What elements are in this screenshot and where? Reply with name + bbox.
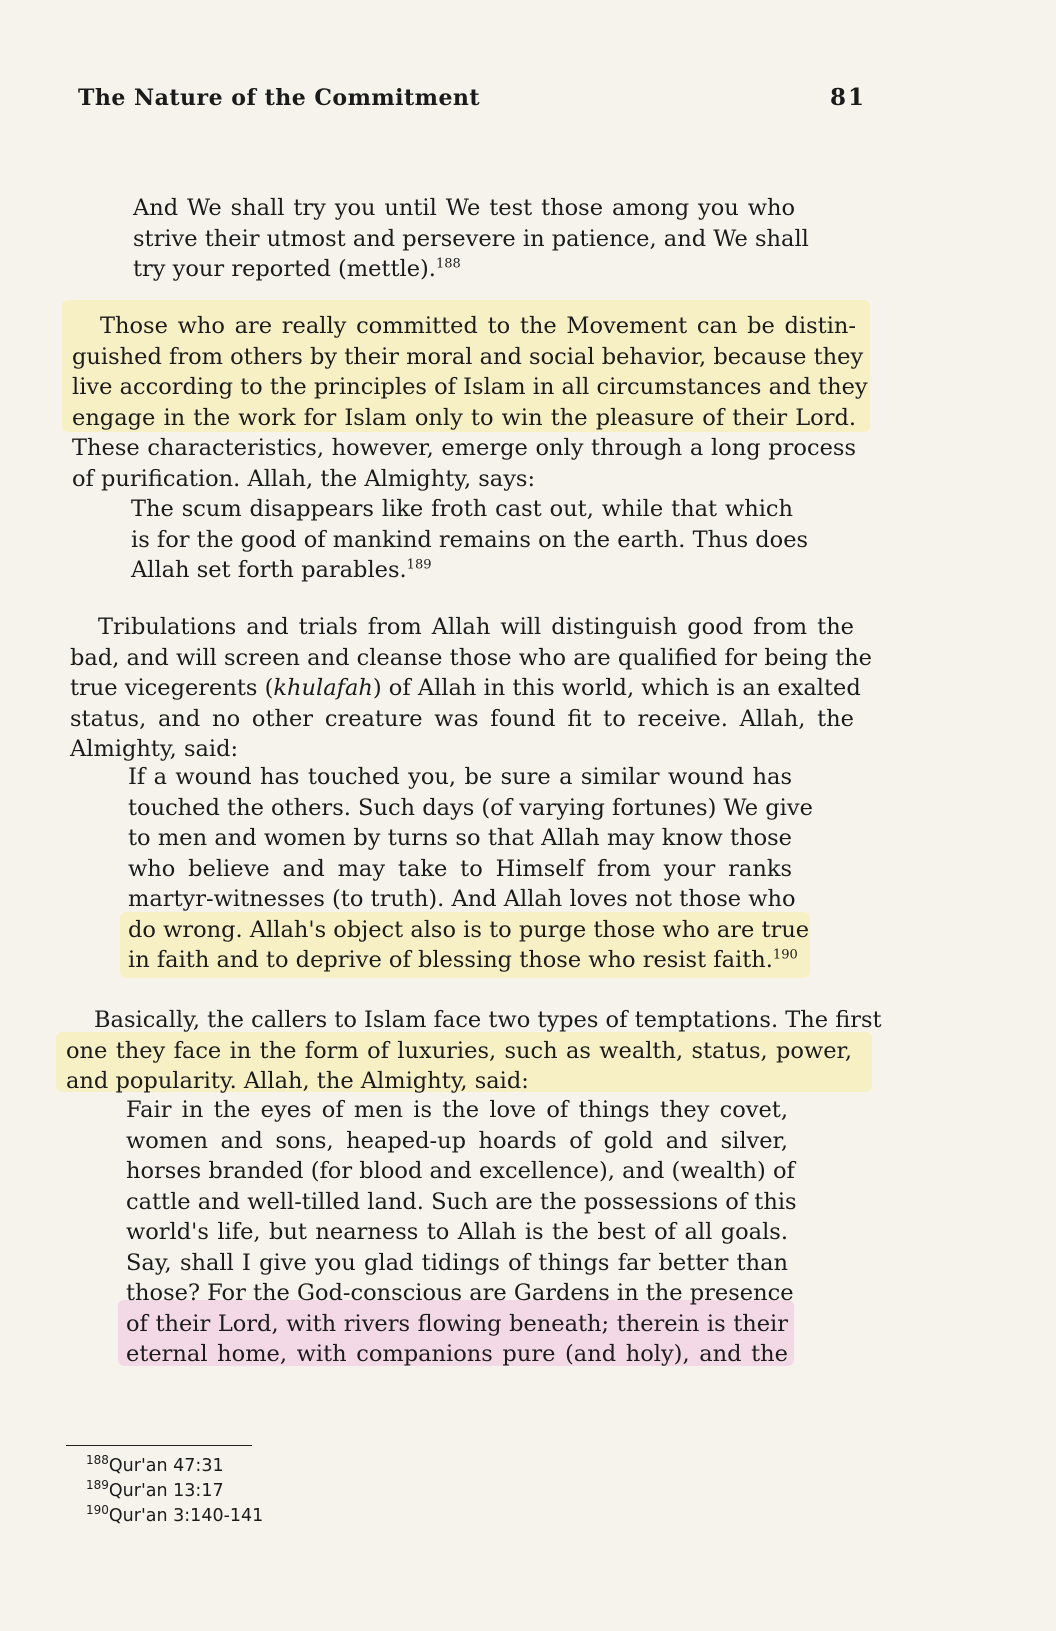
paragraph-commitment [72,311,868,494]
text-line: Say, shall I give you glad tidings of things far better than [126,1249,788,1276]
text-line: live according to the principles of Islam in all circumstances and they [72,374,868,400]
text-line: world's life, but nearness to Allah is the best of all goals. [126,1219,788,1245]
text-line: martyr-witnesses (to truth). And Allah loves not those who [128,886,796,912]
text-line: The scum disappears like froth cast out, while that which [131,496,793,522]
footnote-189: $^{189}$Qur'an 13:17 [86,1478,224,1501]
footnote-ref: 188 [435,256,461,272]
paragraph-temptations [66,1005,882,1097]
quote-190 [128,762,813,976]
text-line: engage in the work for Islam only to win the pleasure of their Lord. [72,404,856,431]
running-header [78,84,866,111]
footnote-188: $^{188}$Qur'an 47:31 [86,1453,224,1476]
text-line: Fair in the eyes of men is the love of things they covet, [126,1097,788,1123]
quote-188 [133,193,809,285]
text-line: These characteristics, however, emerge only through a long process [72,435,856,461]
text-line: in faith and to deprive of blessing those who resist faith.$^{190}$ [128,947,798,973]
text-line: horses branded (for blood and excellence), and (wealth) of [126,1158,795,1184]
quote-189 [131,494,809,586]
text-line: touched the others. Such days (of varying fortunes) We give [128,794,813,821]
text-line: Allah set forth parables.$^{189}$ [131,557,432,583]
text-line: and popularity. Allah, the Almighty, said: [66,1068,529,1094]
text-line: Almighty, said: [70,736,239,762]
italic-term: khulafah [273,675,373,701]
quote-fair-in-the-eyes [126,1095,797,1370]
text-line: Basically, the callers to Islam face two types of temptations. The first [94,1007,882,1033]
text-line: try your reported (mettle).$^{188}$ [133,256,461,282]
chapter-title: The Nature of the Commitment [78,85,481,111]
footnote-ref: 190 [772,947,798,963]
text-line: If a wound has touched you, be sure a similar wound has [128,764,792,790]
text-line: strive their utmost and persevere in patience, and We shall [133,225,809,252]
text-line: is for the good of mankind remains on the earth. Thus does [131,526,809,553]
text-line: guished from others by their moral and social behavior, because they [72,343,864,370]
text-line: eternal home, with companions pure (and holy), and the [126,1341,788,1367]
text-line: bad, and will screen and cleanse those who are qualified for being the [70,644,873,671]
text-line: do wrong. Allah's object also is to purge those who are true [128,916,810,943]
text-line: true vicegerents (khulafah) of Allah in this world, which is an exalted [70,675,861,701]
text-line: one they face in the form of luxuries, such as wealth, status, power, [66,1037,852,1064]
text-line: who believe and may take to Himself from your ranks [128,855,792,882]
text-line: those? For the God-conscious are Gardens in the presence [126,1280,794,1306]
footnotes [86,1454,263,1529]
text-line: And We shall try you until We test those among you who [133,195,795,221]
text-line: Those who are really committed to the Movement can be distin- [100,313,856,339]
page-number: 81 [829,84,866,111]
footnote-ref: 189 [406,557,432,573]
footnote-190: $^{190}$Qur'an 3:140-141 [86,1503,264,1526]
text-line: status, and no other creature was found fit to receive. Allah, the [70,705,854,732]
text-line: women and sons, heaped-up hoards of gold and silver, [126,1127,788,1154]
text-line: of purification. Allah, the Almighty, says: [72,465,536,492]
text-line: of their Lord, with rivers flowing beneath; therein is their [126,1310,788,1337]
text-line: to men and women by turns so that Allah may know those [128,825,792,851]
text-line: Tribulations and trials from Allah will distinguish good from the [98,614,854,640]
text-line: cattle and well-tilled land. Such are the possessions of this [126,1188,797,1215]
footnote-divider [66,1445,252,1446]
paragraph-tribulations [70,612,873,765]
